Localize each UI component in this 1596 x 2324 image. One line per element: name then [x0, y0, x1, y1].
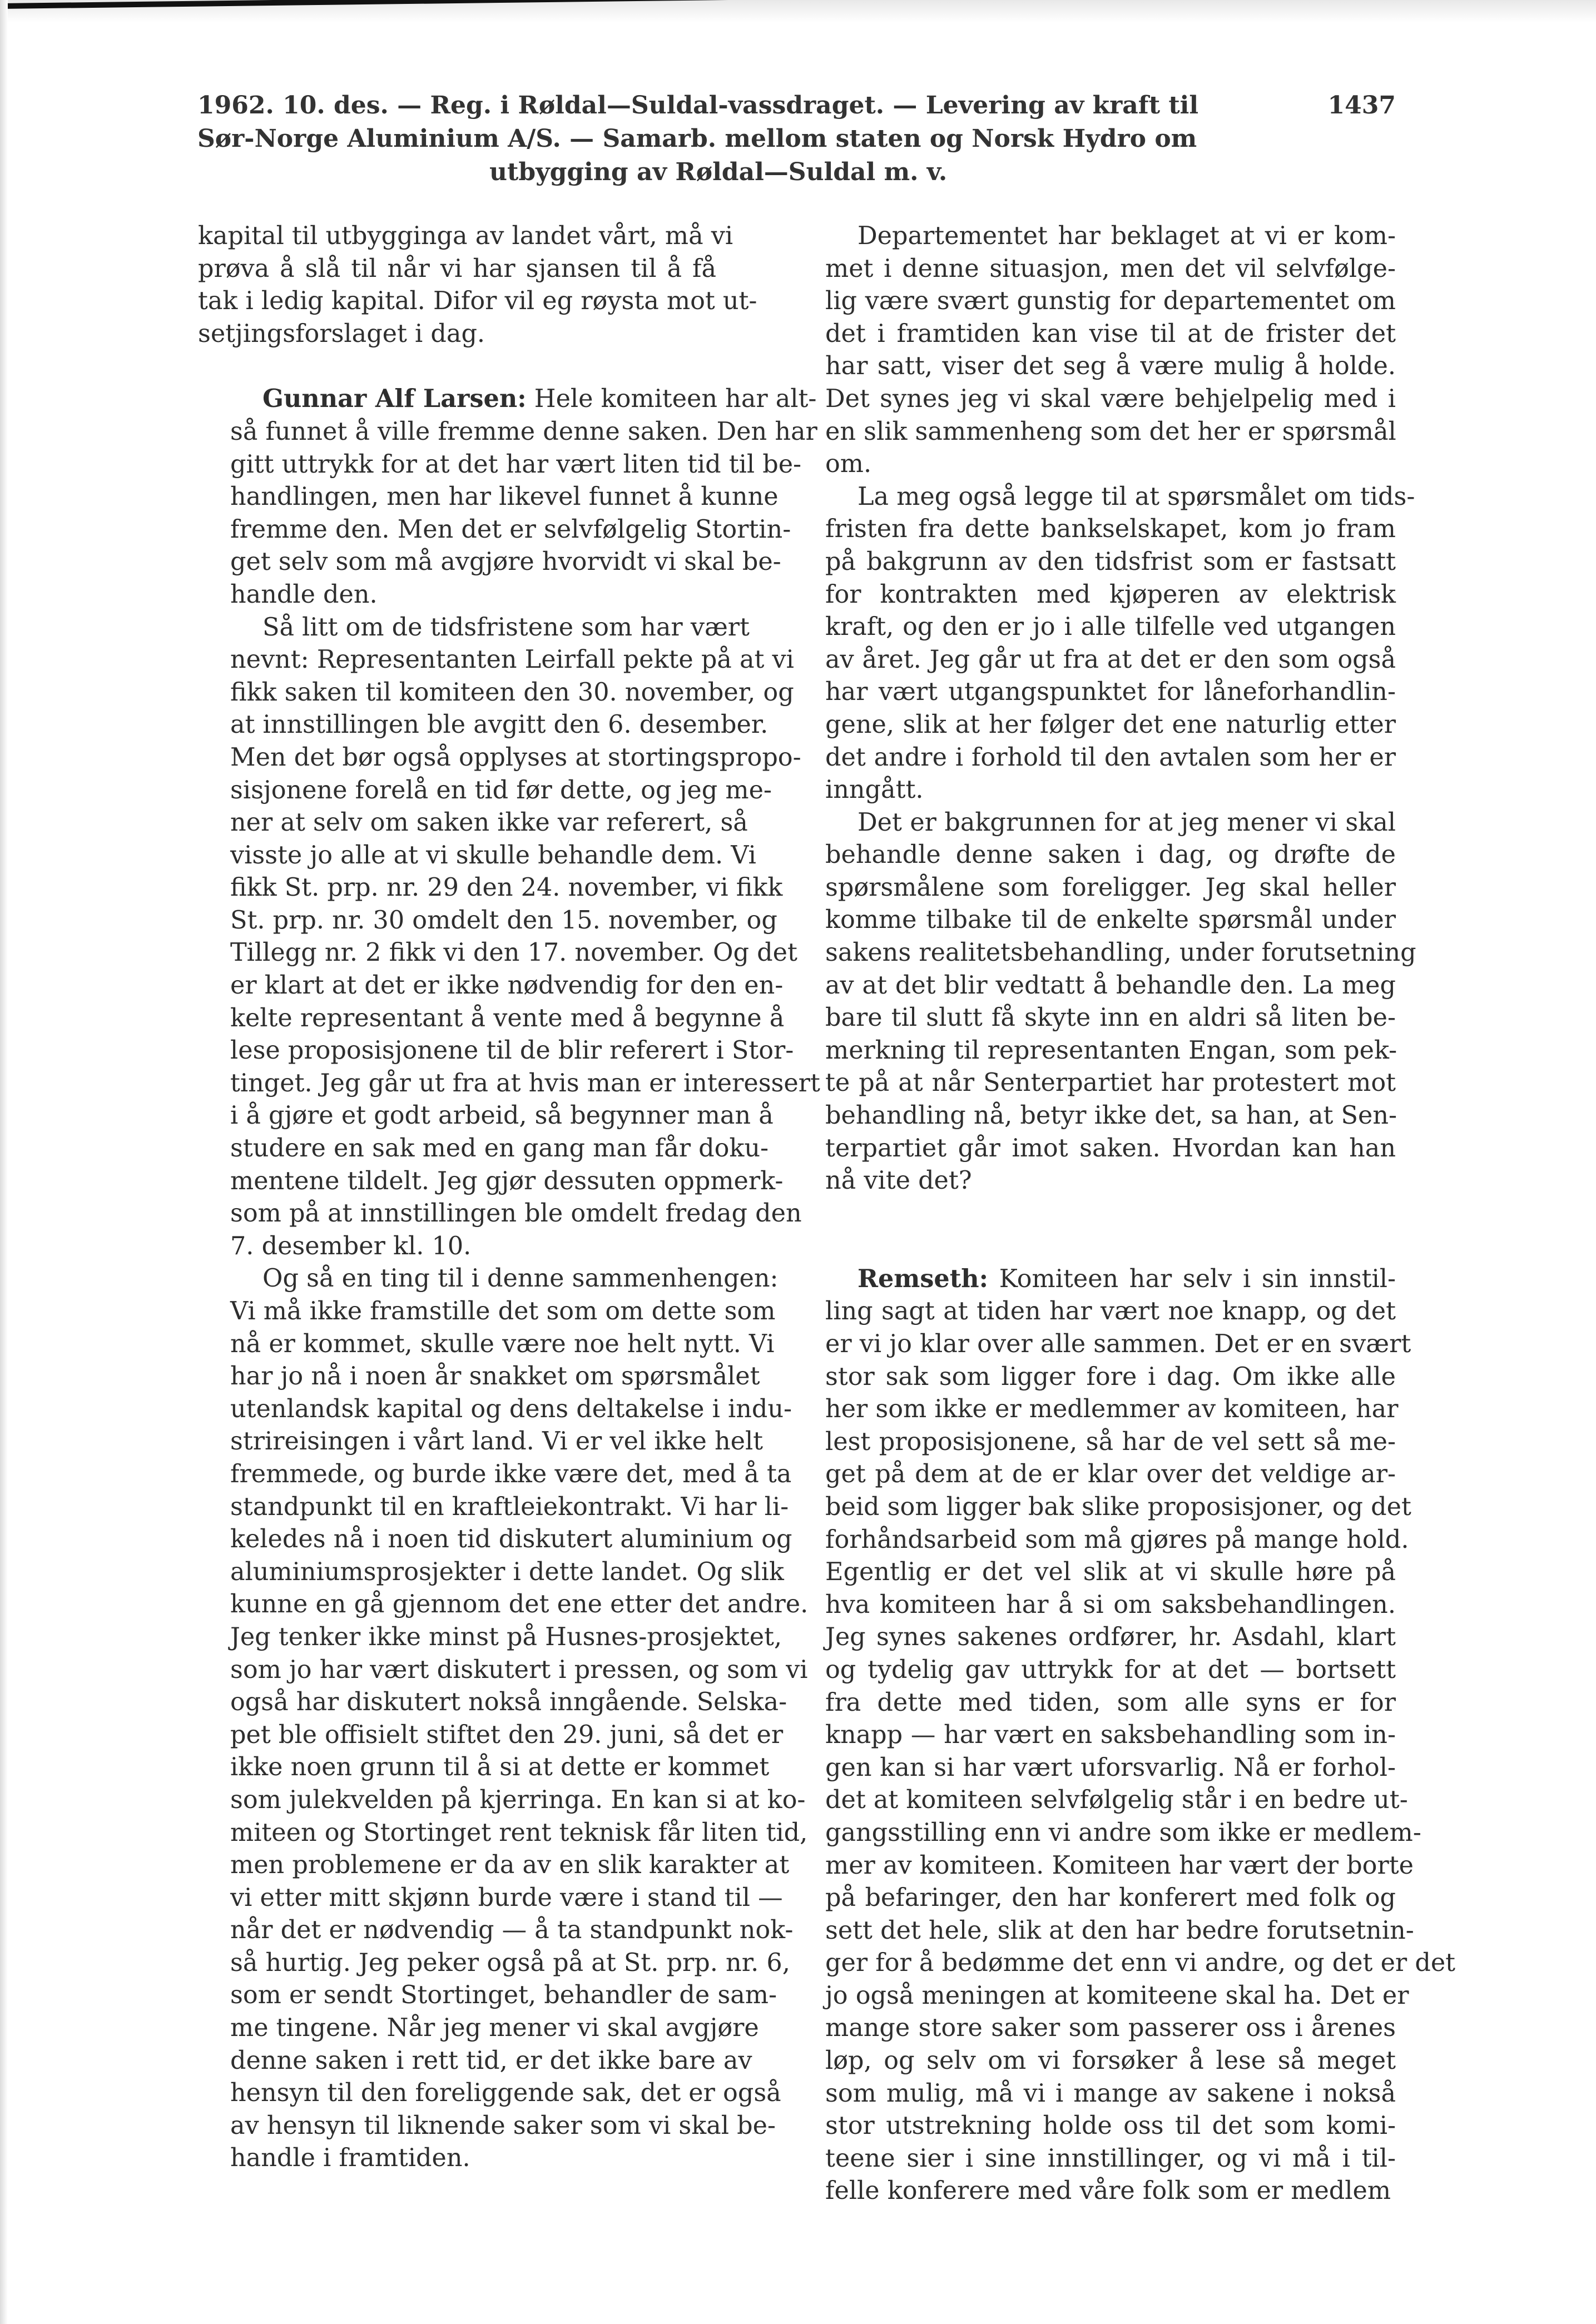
text-line — [793, 1817, 1421, 1850]
text-line — [793, 1133, 1396, 1165]
text-line — [198, 1784, 806, 1817]
text-line — [793, 1654, 1396, 1687]
line-text: Tillegg nr. 2 fikk vi den 17. november. Og det — [230, 938, 797, 967]
text-line — [793, 1426, 1396, 1459]
line-text: mange store saker som passerer oss i årenes — [825, 2014, 1396, 2043]
text-line — [793, 1458, 1396, 1491]
text-line — [793, 1882, 1396, 1915]
text-line — [198, 579, 716, 612]
text-line — [793, 1100, 1396, 1133]
line-text: tak i ledig kapital. Difor vil eg røysta mot ut- — [198, 287, 757, 316]
text-line — [198, 644, 794, 677]
left-column — [198, 220, 820, 2175]
text-line — [793, 546, 1396, 579]
line-text: Departementet har beklaget at vi er kom- — [858, 222, 1396, 250]
text-line — [793, 644, 1396, 677]
text-line — [198, 1263, 779, 1295]
line-text: visste jo alle at vi skulle behandle dem. Vi — [230, 841, 756, 870]
text-line — [198, 1817, 808, 1850]
line-text: har satt, viser det seg å være mulig å holde. — [825, 352, 1396, 381]
text-line — [198, 481, 779, 514]
text-line — [793, 448, 1396, 481]
text-line — [198, 937, 797, 970]
line-text: sakens realitetsbehandling, under forutsetning — [825, 938, 1416, 967]
line-text: komme tilbake til de enkelte spørsmål under — [825, 906, 1396, 935]
line-text: at innstillingen ble avgitt den 6. desember. — [230, 711, 769, 739]
text-line — [198, 1556, 784, 1589]
text-line — [198, 1198, 802, 1230]
line-text: beid som ligger bak slike proposisjoner, og det — [825, 1492, 1411, 1521]
line-text: utenlandsk kapital og dens deltakelse i indu- — [230, 1394, 792, 1423]
line-text: en slik sammenheng som det her er spørsmål — [825, 417, 1396, 446]
text-line — [198, 546, 781, 579]
text-line — [793, 1002, 1396, 1035]
text-line — [198, 318, 716, 351]
line-text: ikke noen grunn til å si at dette er kommet — [230, 1753, 770, 1782]
speaker-paragraph — [793, 1263, 1456, 2208]
line-text: hva komiteen har å si om saksbehandlingen. — [825, 1590, 1396, 1619]
line-text: St. prp. nr. 30 omdelt den 15. november, og — [230, 906, 777, 935]
line-text: handle den. — [230, 580, 378, 609]
line-text: fra dette med tiden, som alle syns er for — [825, 1688, 1396, 1717]
text-line — [198, 1002, 785, 1035]
line-text: som på at innstillingen ble omdelt fredag den — [230, 1199, 802, 1228]
line-text: bare til slutt få skyte inn en aldri så liten be- — [825, 1004, 1396, 1032]
text-line — [198, 1035, 794, 1067]
line-text: denne saken i rett tid, er det ikke bare av — [230, 2046, 752, 2075]
line-text: ner at selv om saken ikke var referert, så — [230, 808, 748, 837]
text-line — [198, 612, 750, 644]
line-text: terpartiet går imot saken. Hvordan kan han — [825, 1134, 1396, 1163]
text-line — [793, 1361, 1396, 1394]
line-text: kunne en gå gjennom det ene etter det andre. — [230, 1590, 809, 1619]
text-line — [793, 1035, 1396, 1067]
text-line — [198, 677, 794, 709]
text-line — [198, 1230, 716, 1263]
text-line — [793, 1621, 1396, 1654]
text-line — [793, 253, 1396, 286]
text-line — [793, 1295, 1396, 1328]
text-line — [793, 318, 1396, 351]
text-line — [198, 1719, 784, 1752]
line-text: fremmede, og burde ikke være det, med å ta — [230, 1459, 792, 1488]
line-text: gitt uttrykk for at det har vært liten tid til be- — [230, 450, 802, 479]
line-text: felle konferere med våre folk som er medlem — [825, 2177, 1391, 2206]
text-line — [793, 2045, 1396, 2078]
line-text: fremme den. Men det er selvfølgelig Stortin- — [230, 515, 791, 544]
text-line — [793, 970, 1396, 1002]
line-text: Det synes jeg vi skal være behjelpelig med i — [825, 384, 1396, 413]
text-line — [198, 449, 802, 481]
text-line — [198, 1165, 784, 1198]
text-line — [793, 383, 1396, 416]
text-line — [793, 1328, 1411, 1361]
line-text: handle i framtiden. — [230, 2144, 470, 2173]
line-text: standpunkt til en kraftleiekontrakt. Vi har li- — [230, 1492, 789, 1521]
line-text: inngått. — [825, 776, 924, 805]
text-line — [793, 774, 1396, 807]
line-text: fikk saken til komiteen den 30. november, og — [230, 678, 794, 707]
text-line — [793, 481, 1415, 514]
header-title-line-2: Sør-Norge Aluminium A/S. — Samarb. mellom staten og Norsk Hydro om — [197, 125, 1197, 153]
right-column — [793, 220, 1456, 2208]
text-line — [198, 1328, 775, 1361]
text-line — [793, 220, 1396, 253]
paragraph — [198, 1263, 809, 2175]
line-text: get på dem at de er klar over det veldige ar- — [825, 1460, 1396, 1489]
text-line — [198, 1849, 790, 1882]
text-line — [198, 2012, 759, 2045]
text-line — [198, 220, 733, 253]
text-line — [793, 742, 1396, 774]
text-line — [198, 1882, 783, 1915]
line-text: Så litt om de tidsfristene som har vært — [262, 613, 750, 642]
paragraph — [793, 481, 1415, 807]
line-text: studere en sak med en gang man får doku- — [230, 1134, 769, 1163]
line-text: lese proposisjonene til de blir referert i Stor- — [230, 1036, 794, 1065]
line-text: Og så en ting til i denne sammenhengen: — [262, 1264, 779, 1293]
line-text: men problemene er da av en slik karakter at — [230, 1851, 790, 1880]
line-text: som er sendt Stortinget, behandler de sam- — [230, 1981, 777, 2010]
line-text: har vært utgangspunktet for låneforhandlin- — [825, 678, 1396, 707]
text-line — [198, 1523, 792, 1556]
line-text: met i denne situasjon, men det vil selvfølge- — [825, 254, 1396, 283]
line-text: løp, og selv om vi forsøker å lese så meget — [825, 2047, 1396, 2075]
text-line — [198, 742, 801, 774]
line-text: Hele komiteen har alt- — [526, 385, 817, 414]
text-line — [793, 1980, 1409, 2013]
line-text: behandling nå, betyr ikke det, sa han, at Sen- — [825, 1101, 1397, 1130]
line-text: sisjonene forelå en tid før dette, og jeg me- — [230, 776, 772, 805]
line-text: jo også meningen at komiteene skal ha. Det er — [825, 1981, 1409, 2010]
line-text: av hensyn til liknende saker som vi skal be- — [230, 2111, 776, 2140]
text-line — [198, 2077, 781, 2110]
text-line — [198, 2142, 716, 2175]
text-line — [793, 937, 1416, 970]
line-text: er vi jo klar over alle sammen. Det er en svært — [825, 1330, 1411, 1358]
line-text: Egentlig er det vel slik at vi skulle høre på — [825, 1558, 1396, 1587]
line-text: av året. Jeg går ut fra at det er den som også — [825, 645, 1396, 674]
line-text: behandle denne saken i dag, og drøfte de — [825, 841, 1396, 870]
text-line — [198, 1426, 764, 1458]
line-text: om. — [825, 450, 872, 479]
text-line — [198, 709, 769, 742]
text-line — [793, 1850, 1414, 1883]
text-line — [793, 1719, 1396, 1752]
line-text: teene sier i sine innstillinger, og vi må i til- — [825, 2144, 1396, 2173]
line-text: sett det hele, slik at den har bedre forutsetnin- — [825, 1916, 1414, 1945]
text-line — [793, 579, 1396, 612]
line-text: kelte representant å vente med å begynne å — [230, 1004, 785, 1032]
line-text: gene, slik at her følger det ene naturlig etter — [825, 710, 1396, 739]
text-line — [793, 1067, 1396, 1100]
text-line — [198, 1133, 769, 1165]
text-line — [198, 1751, 770, 1784]
line-text: forhåndsarbeid som må gjøres på mange hold. — [825, 1525, 1409, 1554]
text-line — [793, 1947, 1456, 1980]
text-line — [198, 2045, 752, 2078]
speaker-name: Remseth: — [858, 1264, 989, 1293]
text-line — [793, 807, 1396, 840]
line-text: lest proposisjonene, så har de vel sett så me- — [825, 1427, 1396, 1456]
text-line — [198, 1360, 760, 1393]
text-line — [793, 1393, 1399, 1426]
header-title-line-1: 1962. 10. des. — Reg. i Røldal—Suldal-vassdraget. — Levering av kraft til — [197, 91, 1199, 120]
line-text: pet ble offisielt stiftet den 29. juni, så det er — [230, 1720, 784, 1749]
line-text: det at komiteen selvfølgelig står i en bedre ut- — [825, 1786, 1408, 1815]
paragraph — [793, 220, 1396, 481]
text-line — [198, 1491, 789, 1524]
text-line — [793, 1687, 1396, 1720]
text-line — [793, 1491, 1411, 1524]
line-text: fristen fra dette bankselskapet, kom jo fram — [825, 515, 1396, 544]
line-text: ger for å bedømme det enn vi andre, og det er det — [825, 1949, 1456, 1978]
line-text: me tingene. Når jeg mener vi skal avgjøre — [230, 2014, 759, 2043]
line-text: Men det bør også opplyses at stortingspropo- — [230, 743, 801, 772]
text-line — [793, 1784, 1408, 1817]
line-text: stor utstrekning holde oss til det som komi- — [825, 2112, 1396, 2141]
line-text: er klart at det er ikke nødvendig for den en- — [230, 971, 784, 1000]
line-text: strireisingen i vårt land. Vi er vel ikke helt — [230, 1427, 764, 1456]
paragraph — [198, 612, 820, 1263]
text-line — [198, 872, 783, 905]
text-line — [198, 970, 784, 1002]
text-line — [793, 2175, 1396, 2208]
line-text: merkning til representanten Engan, som pek- — [825, 1036, 1397, 1065]
line-text: te på at når Senterpartiet har protestert mot — [825, 1069, 1396, 1098]
line-text: kraft, og den er jo i alle tilfelle ved utgangen — [825, 613, 1396, 642]
line-text: 7. desember kl. 10. — [230, 1231, 472, 1260]
text-line — [793, 1556, 1396, 1589]
text-line — [793, 350, 1396, 383]
line-text: prøva å slå til når vi har sjansen til å få — [198, 254, 716, 283]
line-text: det andre i forhold til den avtalen som her er — [825, 743, 1396, 772]
running-header — [197, 89, 1396, 189]
line-text: nå vite det? — [825, 1166, 972, 1195]
text-line — [198, 1295, 776, 1328]
speaker-paragraph — [198, 383, 817, 611]
line-text: fikk St. prp. nr. 29 den 24. november, vi fikk — [230, 873, 783, 902]
line-text: Vi må ikke framstille det som om dette som — [230, 1297, 776, 1325]
text-line — [198, 416, 817, 449]
line-text: knapp — har vært en saksbehandling som in- — [825, 1721, 1396, 1750]
line-text: La meg også legge til at spørsmålet om tids- — [858, 482, 1415, 511]
line-text: nå er kommet, skulle være noe helt nytt. Vi — [230, 1329, 775, 1358]
line-text: nevnt: Representanten Leirfall pekte på at vi — [230, 645, 794, 674]
line-text: i å gjøre et godt arbeid, så begynner man å — [230, 1101, 774, 1130]
text-line — [793, 611, 1396, 644]
line-text: kapital til utbygginga av landet vårt, må vi — [198, 222, 733, 250]
line-text: Det er bakgrunnen for at jeg mener vi skal — [858, 808, 1396, 837]
text-line — [793, 1752, 1396, 1785]
line-text: på bakgrunn av den tidsfrist som er fastsatt — [825, 547, 1396, 576]
text-line — [198, 1947, 790, 1980]
line-text: Jeg tenker ikke minst på Husnes-prosjektet, — [230, 1622, 782, 1651]
line-text: Komiteen har selv i sin innstil- — [988, 1264, 1396, 1293]
text-line — [198, 807, 748, 840]
line-text: for kontrakten med kjøperen av elektrisk — [825, 580, 1396, 609]
text-line — [793, 285, 1396, 318]
text-line — [793, 513, 1396, 546]
line-text: som jo har vært diskutert i pressen, og som vi — [230, 1655, 808, 1684]
line-text: når det er nødvendig — å ta standpunkt nok- — [230, 1916, 794, 1945]
line-text: hensyn til den foreliggende sak, det er også — [230, 2079, 781, 2108]
text-line — [198, 285, 757, 318]
line-text: som mulig, må vi i mange av sakene i nokså — [825, 2079, 1396, 2108]
paragraph — [793, 807, 1416, 1198]
text-line — [793, 2012, 1396, 2045]
text-line — [198, 1100, 774, 1133]
text-line — [793, 1915, 1414, 1948]
line-text: setjingsforslaget i dag. — [198, 319, 485, 348]
text-line — [793, 709, 1396, 742]
line-text: gangsstilling enn vi andre som ikke er medlem- — [825, 1818, 1421, 1847]
text-line — [793, 676, 1396, 709]
text-line — [793, 872, 1396, 905]
line-text: har jo nå i noen år snakket om spørsmålet — [230, 1362, 760, 1391]
line-text: aluminiumsprosjekter i dette landet. Og slik — [230, 1557, 784, 1586]
speaker-name: Gunnar Alf Larsen: — [262, 384, 527, 414]
text-line — [793, 2110, 1396, 2143]
line-text: Jeg synes sakenes ordfører, hr. Asdahl, klart — [825, 1623, 1396, 1652]
text-line — [198, 1914, 794, 1947]
scan-left-shadow — [0, 0, 8, 2324]
line-text: her som ikke er medlemmer av komiteen, har — [825, 1395, 1399, 1424]
paragraph — [198, 220, 757, 350]
line-text: gen kan si har vært uforsvarlig. Nå er forhol- — [825, 1753, 1396, 1782]
line-text: av at det blir vedtatt å behandle den. La meg — [825, 971, 1396, 1000]
line-text: det i framtiden kan vise til at de frister det — [825, 319, 1396, 348]
text-line — [198, 905, 777, 937]
text-line — [793, 1165, 1396, 1198]
line-text: handlingen, men har likevel funnet å kunne — [230, 483, 779, 512]
header-title-line-3: utbygging av Røldal—Suldal m. v. — [489, 158, 948, 186]
text-line — [198, 1067, 820, 1100]
text-line — [793, 2143, 1396, 2176]
text-line — [198, 1979, 777, 2012]
line-text: så funnet å ville fremme denne saken. Den har — [230, 417, 817, 446]
line-text: lig være svært gunstig for departementet om — [825, 287, 1396, 316]
text-line — [793, 1524, 1409, 1557]
text-line — [198, 1458, 792, 1491]
text-line — [793, 2078, 1396, 2111]
text-line — [793, 904, 1396, 937]
text-line — [198, 1686, 787, 1719]
line-text: mentene tildelt. Jeg gjør dessuten oppmerk- — [230, 1166, 784, 1195]
text-line — [198, 1393, 792, 1426]
text-line — [198, 383, 817, 416]
line-text: mer av komiteen. Komiteen har vært der borte — [825, 1851, 1414, 1880]
line-text: så hurtig. Jeg peker også på at St. prp. nr. 6, — [230, 1948, 790, 1977]
line-text: get selv som må avgjøre hvorvidt vi skal be- — [230, 548, 781, 577]
text-line — [793, 416, 1396, 449]
line-text: vi etter mitt skjønn burde være i stand til — — [230, 1883, 783, 1912]
text-line — [198, 1588, 809, 1621]
text-line — [793, 1589, 1396, 1622]
line-text: stor sak som ligger fore i dag. Om ikke alle — [825, 1362, 1396, 1391]
text-line — [198, 774, 772, 807]
line-text: tinget. Jeg går ut fra at hvis man er interessert — [230, 1069, 820, 1098]
line-text: på befaringer, den har konferert med folk og — [825, 1884, 1396, 1913]
text-line — [793, 1263, 1396, 1296]
line-text: keledes nå i noen tid diskutert aluminium og — [230, 1525, 792, 1554]
text-line — [793, 839, 1396, 872]
line-text: spørsmålene som foreligger. Jeg skal heller — [825, 873, 1396, 902]
line-text: som julekvelden på kjerringa. En kan si at ko- — [230, 1785, 806, 1814]
text-line — [198, 840, 756, 872]
text-line — [198, 2110, 776, 2143]
line-text: ling sagt at tiden har vært noe knapp, og det — [825, 1297, 1396, 1326]
text-line — [198, 1621, 782, 1654]
line-text: også har diskutert nokså inngående. Selska- — [230, 1688, 787, 1717]
page-number: 1437 — [1327, 91, 1396, 120]
text-line — [198, 253, 716, 286]
text-line — [198, 514, 791, 547]
text-line — [198, 1654, 808, 1687]
line-text: miteen og Stortinget rent teknisk får liten tid, — [230, 1818, 808, 1847]
line-text: og tydelig gav uttrykk for at det — bortsett — [825, 1655, 1396, 1684]
